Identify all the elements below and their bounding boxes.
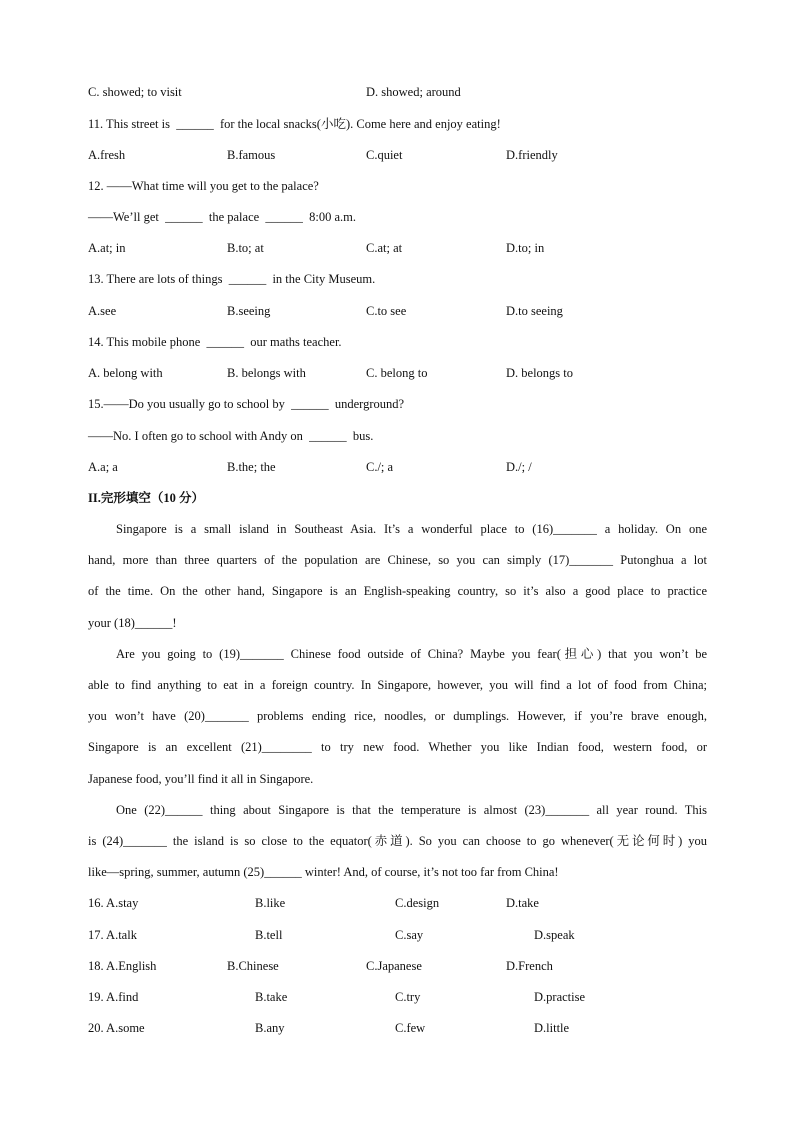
q12-stem-question: 12. ——What time will you get to the palace?	[88, 179, 319, 193]
paragraph-2-line: Japanese food, you’ll find it all in Singapore.	[88, 772, 314, 786]
q12-option-d: D.to; in	[506, 241, 545, 255]
q10-option-c: C. showed; to visit	[88, 85, 182, 99]
q13-option-d: D.to seeing	[506, 304, 563, 318]
cloze-18-option-d: D.French	[506, 959, 553, 973]
paragraph-2-line: you won’t have (20)_______ problems ending rice, noodles, or dumplings. However, if you’re brave enough,	[88, 709, 707, 723]
paragraph-1-line: Singapore is a small island in Southeast Asia. It’s a wonderful place to (16)_______ a holiday. On one	[116, 522, 707, 536]
q15-stem-question: 15.——Do you usually go to school by ______ underground?	[88, 397, 405, 411]
q14-option-a: A. belong with	[88, 366, 163, 380]
q12-stem-answer: ——We’ll get ______ the palace ______ 8:00 a.m.	[88, 210, 357, 224]
cloze-20-option-a: 20. A.some	[88, 1021, 145, 1035]
paragraph-3-line: like—spring, summer, autumn (25)______ winter! And, of course, it’s not too far from China!	[88, 865, 559, 879]
q14-option-b: B. belongs with	[227, 366, 306, 380]
q15-option-c: C./; a	[366, 460, 394, 474]
paragraph-2-line: able to find anything to eat in a foreign country. In Singapore, however, you will find a lot of food from China;	[88, 678, 707, 692]
q13-option-b: B.seeing	[227, 304, 271, 318]
q12-option-c: C.at; at	[366, 241, 403, 255]
q14-option-d: D. belongs to	[506, 366, 574, 380]
paragraph-1-line: of the time. On the other hand, Singapore is an English-speaking country, so it’s also a good place to practice	[88, 584, 707, 598]
paragraph-3-line: One (22)______ thing about Singapore is that the temperature is almost (23)_______ all year round. This	[116, 803, 707, 817]
paragraph-1-line: hand, more than three quarters of the population are Chinese, so you can simply (17)_______ Putonghua a lot	[88, 553, 707, 567]
q15-option-b: B.the; the	[227, 460, 276, 474]
cloze-16-option-d: D.take	[506, 896, 539, 910]
q11-stem: 11. This street is ______ for the local snacks(小吃). Come here and enjoy eating!	[88, 117, 501, 131]
q12-option-a: A.at; in	[88, 241, 126, 255]
q15-stem-answer: ——No. I often go to school with Andy on ______ bus.	[88, 429, 374, 443]
q10-option-d: D. showed; around	[366, 85, 461, 99]
q11-option-c: C.quiet	[366, 148, 403, 162]
paragraph-2-line: Singapore is an excellent (21)________ to try new food. Whether you like Indian food, western food, or	[88, 740, 707, 754]
cloze-19-option-c: C.try	[395, 990, 421, 1004]
paragraph-3-line: is (24)_______ the island is so close to the equator(赤道). So you can choose to go whenever(无论何时) you	[88, 834, 707, 848]
q14-stem: 14. This mobile phone ______ our maths teacher.	[88, 335, 342, 349]
cloze-19-option-d: D.practise	[534, 990, 586, 1004]
q11-option-b: B.famous	[227, 148, 276, 162]
q13-stem: 13. There are lots of things ______ in the City Museum.	[88, 272, 376, 286]
q15-option-d: D./; /	[506, 460, 532, 474]
paragraph-1-line: your (18)______!	[88, 616, 177, 630]
cloze-18-option-c: C.Japanese	[366, 959, 422, 973]
cloze-20-option-b: B.any	[255, 1021, 285, 1035]
cloze-18-option-b: B.Chinese	[227, 959, 279, 973]
cloze-17-option-a: 17. A.talk	[88, 928, 137, 942]
cloze-16-option-c: C.design	[395, 896, 440, 910]
q13-option-a: A.see	[88, 304, 117, 318]
cloze-17-option-d: D.speak	[534, 928, 575, 942]
cloze-19-option-a: 19. A.find	[88, 990, 139, 1004]
cloze-20-option-d: D.little	[534, 1021, 570, 1035]
q12-option-b: B.to; at	[227, 241, 264, 255]
cloze-16-option-b: B.like	[255, 896, 286, 910]
q11-option-d: D.friendly	[506, 148, 558, 162]
section-heading: II.完形填空（10 分）	[88, 491, 204, 505]
cloze-18-option-a: 18. A.English	[88, 959, 157, 973]
q15-option-a: A.a; a	[88, 460, 118, 474]
paragraph-2-line: Are you going to (19)_______ Chinese food outside of China? Maybe you fear(担心) that you won’t be	[116, 647, 707, 661]
cloze-17-option-b: B.tell	[255, 928, 283, 942]
cloze-19-option-b: B.take	[255, 990, 288, 1004]
cloze-20-option-c: C.few	[395, 1021, 426, 1035]
q13-option-c: C.to see	[366, 304, 407, 318]
cloze-17-option-c: C.say	[395, 928, 424, 942]
q14-option-c: C. belong to	[366, 366, 428, 380]
q11-option-a: A.fresh	[88, 148, 126, 162]
cloze-16-option-a: 16. A.stay	[88, 896, 139, 910]
